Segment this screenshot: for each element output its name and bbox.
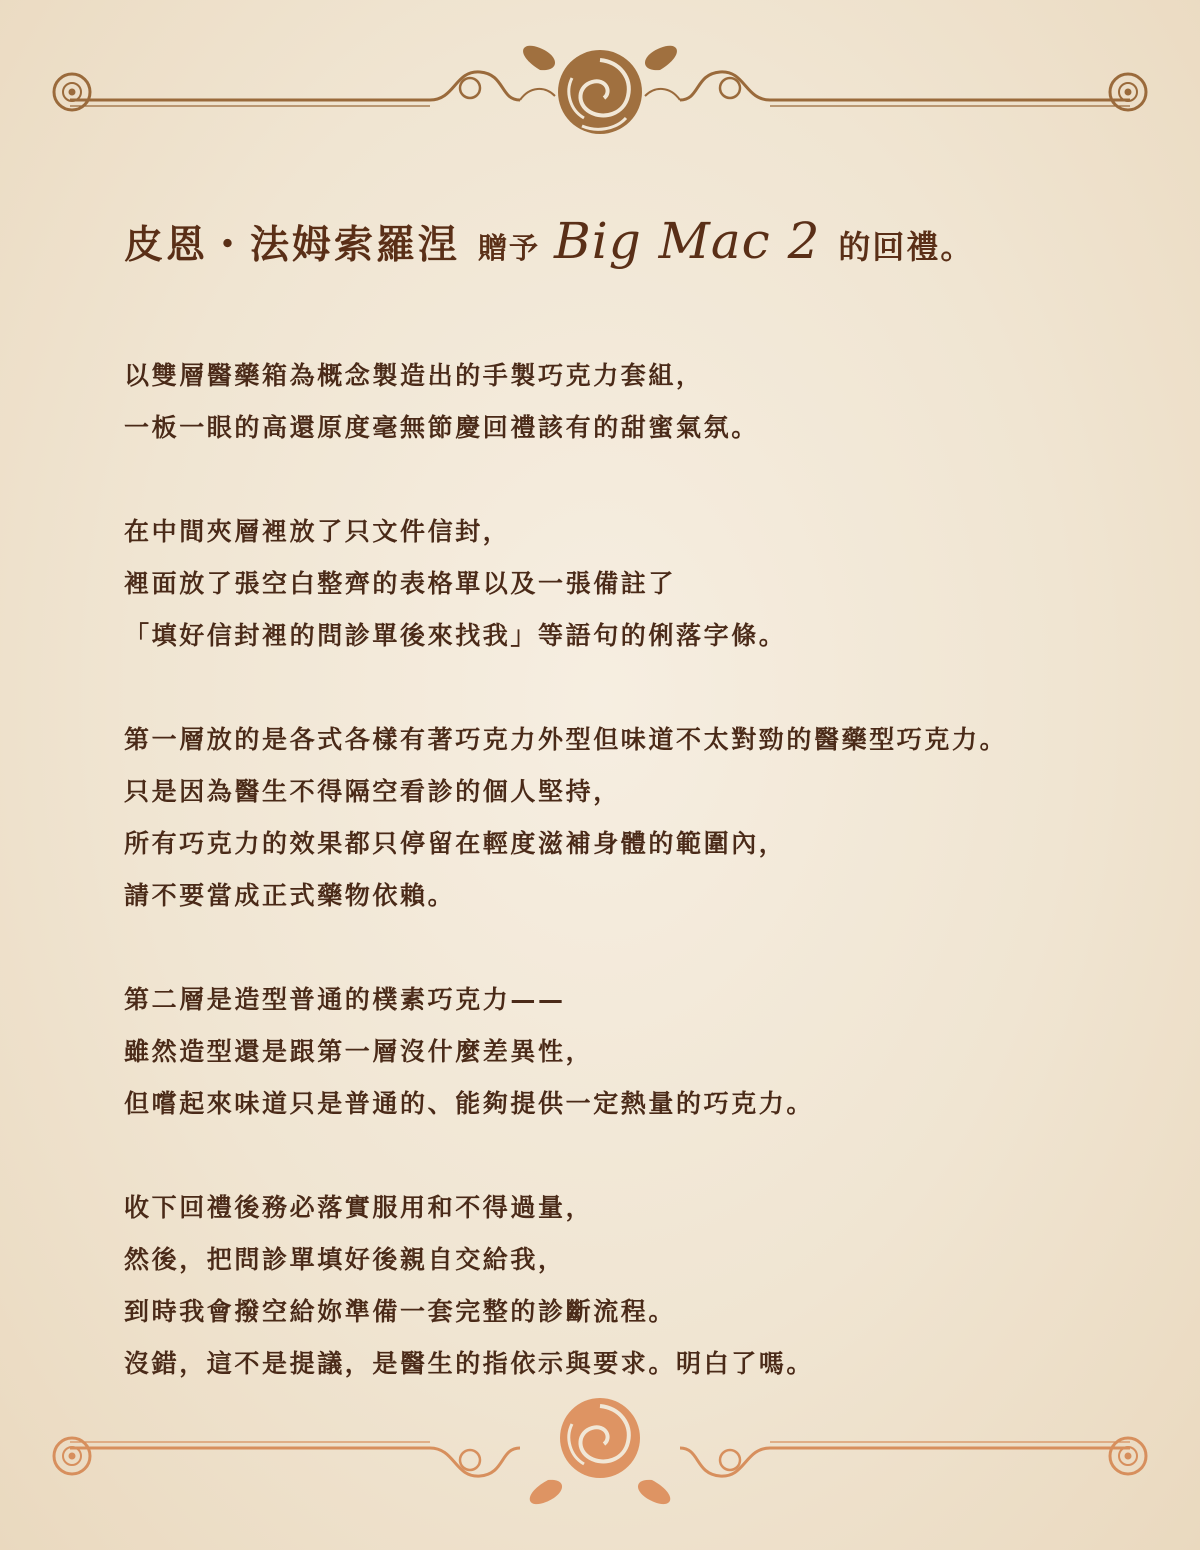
text-line: 雖然造型還是跟第一層沒什麼差異性， <box>124 1037 594 1066</box>
paragraph-5 <box>124 1182 1114 1390</box>
text-line: 「填好信封裡的問診單後來找我」等語句的俐落字條。 <box>124 621 787 650</box>
text-line: 在中間夾層裡放了只文件信封， <box>124 517 511 546</box>
paragraph-2 <box>124 506 1114 662</box>
text-line: 所有巧克力的效果都只停留在輕度滋補身體的範圍內， <box>124 829 787 858</box>
title-suffix: 的回禮。 <box>838 228 975 266</box>
letter-content <box>124 212 1114 1390</box>
rose-icon <box>530 1398 671 1504</box>
text-line: 以雙層醫藥箱為概念製造出的手製巧克力套組， <box>124 361 704 390</box>
text-line: 第二層是造型普通的樸素巧克力—— <box>124 985 566 1014</box>
text-line: 然後，把問診單填好後親自交給我， <box>124 1245 566 1274</box>
text-line: 但嚐起來味道只是普通的、能夠提供一定熱量的巧克力。 <box>124 1089 815 1118</box>
text-line: 請不要當成正式藥物依賴。 <box>124 881 456 910</box>
text-line: 收下回禮後務必落實服用和不得過量， <box>124 1193 594 1222</box>
paragraph-1 <box>124 350 1114 454</box>
sender-name: 皮恩・法姆索羅涅 <box>124 222 461 268</box>
text-line: 裡面放了張空白整齊的表格單以及一張備註了 <box>124 569 677 598</box>
text-line: 只是因為醫生不得隔空看診的個人堅持， <box>124 777 621 806</box>
paragraph-3 <box>124 714 1114 922</box>
text-line: 沒錯，這不是提議，是醫生的指依示與要求。明白了嗎。 <box>124 1349 815 1378</box>
recipient-name: Big Mac 2 <box>554 212 821 270</box>
text-line: 第一層放的是各式各樣有著巧克力外型但味道不太對勁的醫藥型巧克力。 <box>124 725 1008 754</box>
text-line: 一板一眼的高還原度毫無節慶回禮該有的甜蜜氣氛。 <box>124 413 759 442</box>
letter-title <box>124 212 1114 282</box>
title-verb: 贈予 <box>478 231 541 265</box>
text-line: 到時我會撥空給妳準備一套完整的診斷流程。 <box>124 1297 677 1326</box>
paragraph-4 <box>124 974 1114 1130</box>
